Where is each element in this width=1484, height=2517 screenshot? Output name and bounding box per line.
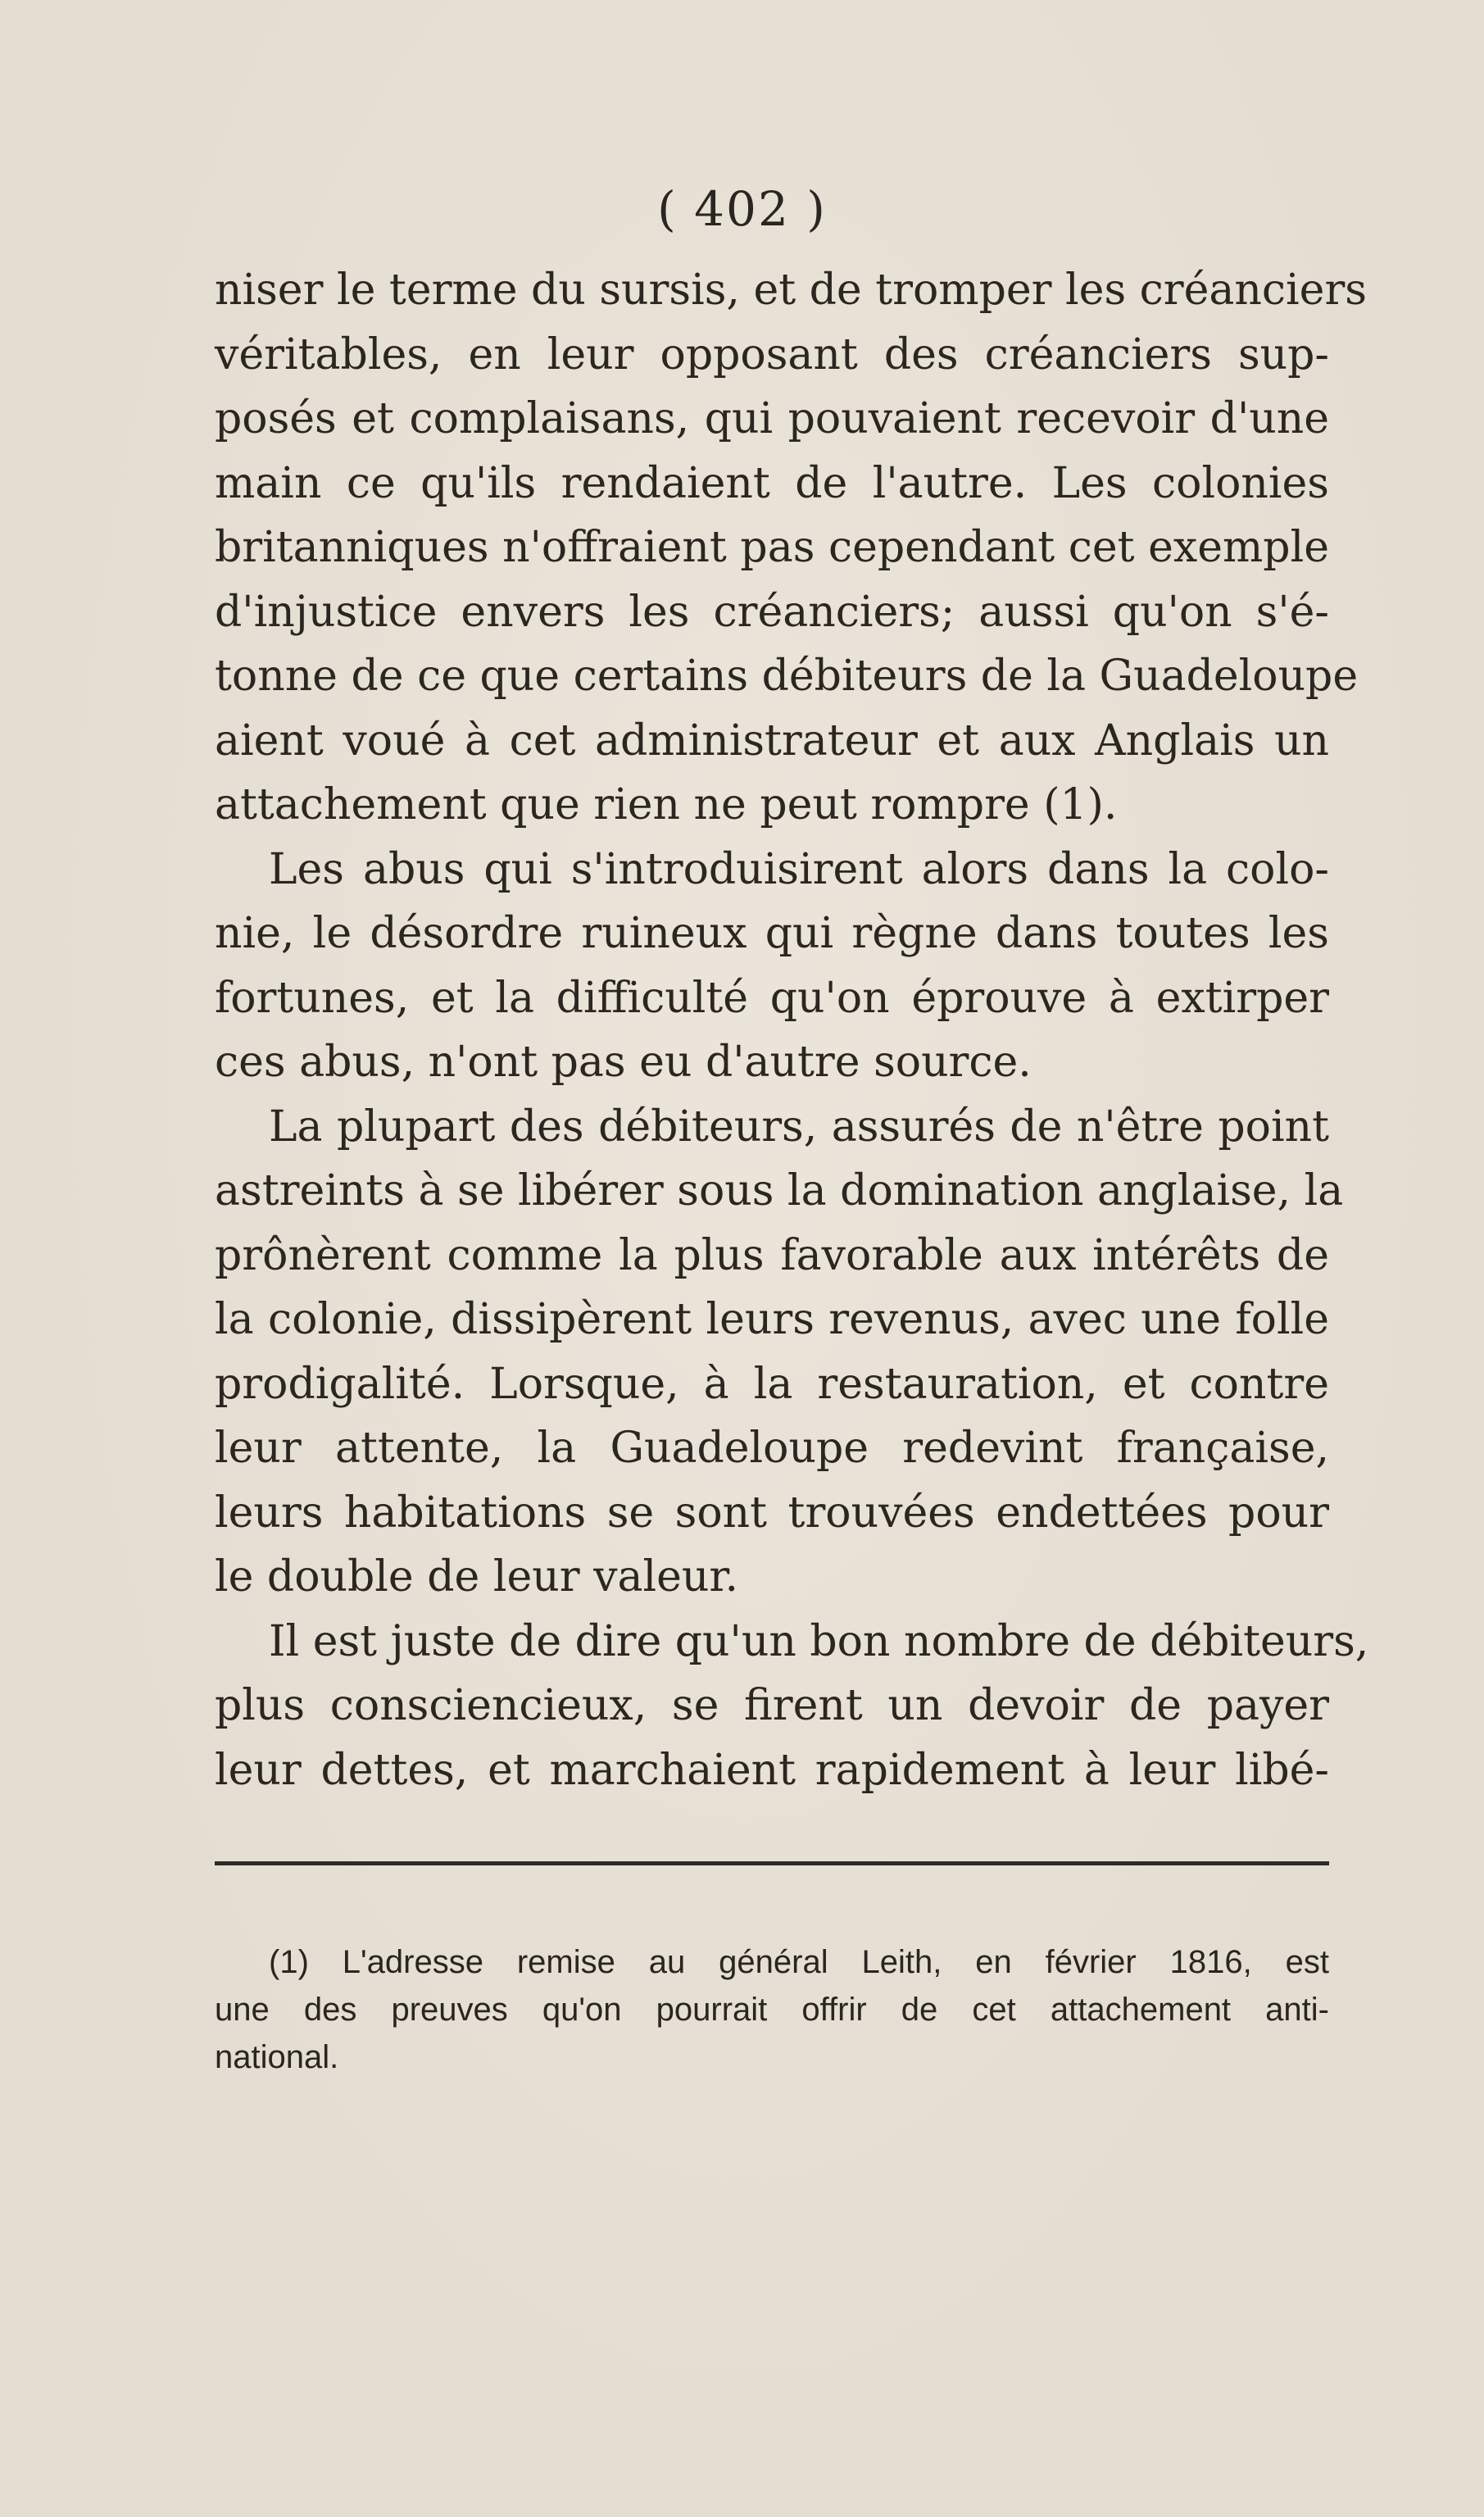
text-line: leur attente, la Guadeloupe redevint française, — [215, 1424, 1329, 1473]
text-line: attachement que rien ne peut rompre (1). — [215, 780, 1118, 829]
page-number: ( 402 ) — [657, 181, 827, 237]
text-line: ces abus, n'ont pas eu d'autre source. — [215, 1038, 1032, 1087]
text-line: britanniques n'offraient pas cependant cet exemple — [215, 523, 1329, 572]
footnote — [215, 1938, 1329, 2081]
text-line: le double de leur valeur. — [215, 1552, 739, 1602]
text-line: prodigalité. Lorsque, à la restauration, et contre — [215, 1359, 1329, 1409]
text-line: la colonie, dissipèrent leurs revenus, avec une folle — [215, 1295, 1329, 1344]
text-line: leurs habitations se sont trouvées endettées pour — [215, 1488, 1329, 1538]
text-line: main ce qu'ils rendaient de l'autre. Les colonies — [215, 458, 1329, 508]
text-line: leur dettes, et marchaient rapidement à leur libé- — [215, 1745, 1329, 1795]
paragraph-start-line: Les abus qui s'introduisirent alors dans la colo- — [269, 844, 1329, 894]
text-line: astreints à se libérer sous la domination anglaise, la — [215, 1166, 1344, 1215]
text-line: prônèrent comme la plus favorable aux intérêts de — [215, 1230, 1329, 1280]
paragraph-start-line: La plupart des débiteurs, assurés de n'être point — [269, 1102, 1329, 1152]
footnote-line: national. — [215, 2039, 339, 2075]
text-line: fortunes, et la difficulté qu'on éprouve à extirper — [215, 973, 1329, 1023]
paragraph-start-line: Il est juste de dire qu'un bon nombre de débiteurs, — [269, 1616, 1369, 1666]
text-line: niser le terme du sursis, et de tromper les créanciers — [215, 266, 1367, 315]
text-line: tonne de ce que certains débiteurs de la Guadeloupe — [215, 652, 1359, 701]
text-line: véritables, en leur opposant des créanciers sup- — [215, 329, 1329, 379]
text-line: nie, le désordre ruineux qui règne dans toutes les — [215, 909, 1329, 958]
text-line: plus consciencieux, se firent un devoir de payer — [215, 1681, 1329, 1730]
footnote-separator-rule — [215, 1861, 1329, 1865]
text-line: posés et complaisans, qui pouvaient recevoir d'une — [215, 394, 1329, 443]
text-line: d'injustice envers les créanciers; aussi qu'on s'é- — [215, 587, 1329, 637]
footnote-line: une des preuves qu'on pourrait offrir de cet attachement anti- — [215, 1992, 1329, 2028]
footnote-line: (1) L'adresse remise au général Leith, en février 1816, est — [269, 1944, 1329, 1980]
text-line: aient voué à cet administrateur et aux Anglais un — [215, 716, 1329, 766]
main-text-block — [215, 258, 1369, 1802]
